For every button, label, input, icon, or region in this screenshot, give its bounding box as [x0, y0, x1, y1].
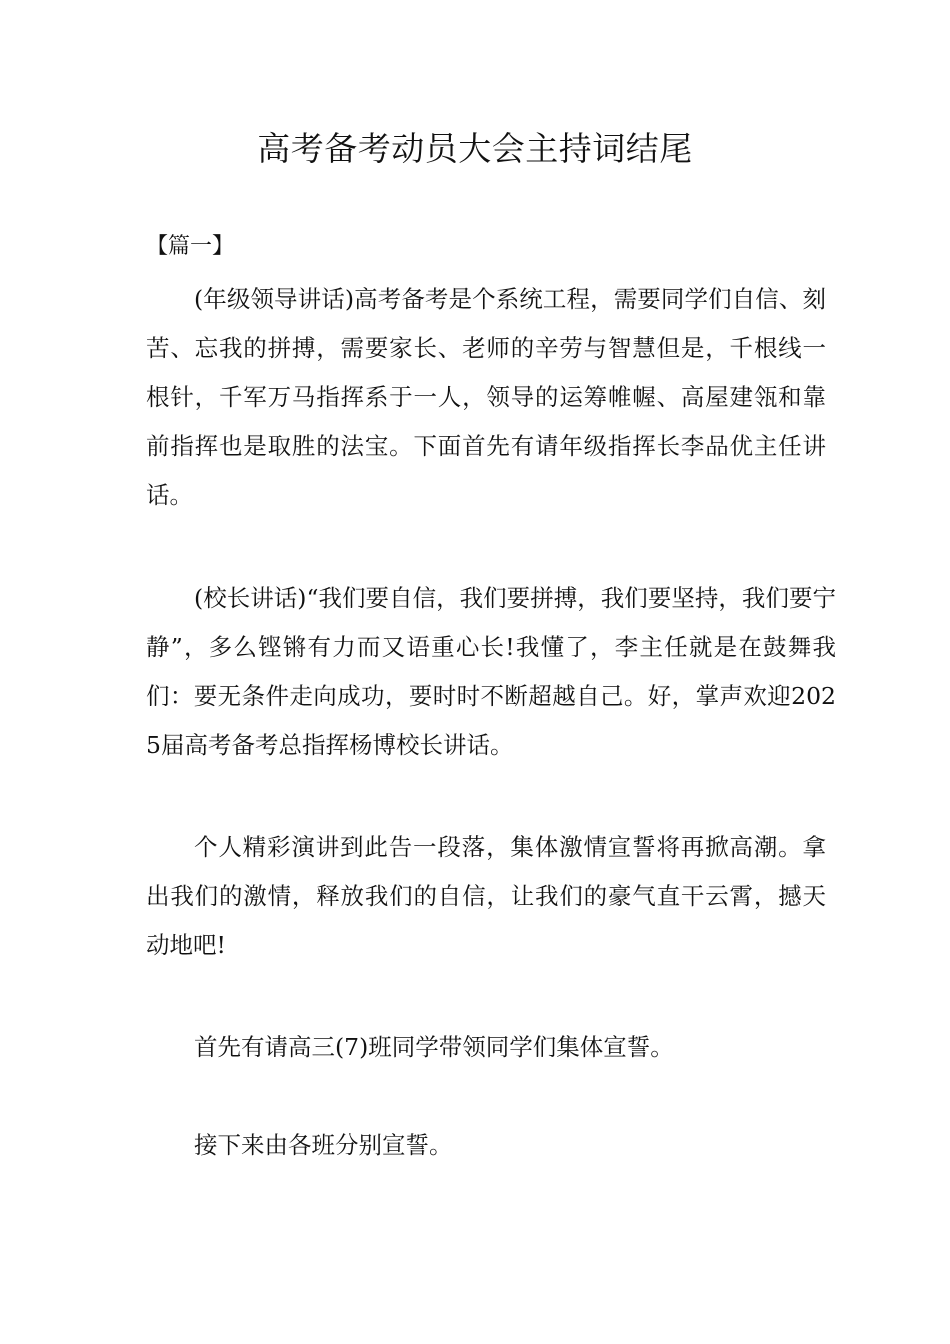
section-label: 【篇一】: [146, 234, 235, 259]
paragraph-1: (年级领导讲话)高考备考是个系统工程，需要同学们自信、刻苦、忘我的拼搏，需要家长、老师的辛劳与智慧但是，千根线一根针，千军万马指挥系于一人，领导的运筹帷幄、高屋建瓴和靠前指挥也是取胜的法宝。下面首先有请年级指挥长李品优主任讲话。: [146, 285, 826, 509]
paragraph-4: 首先有请高三(7)班同学带领同学们集体宣誓。: [194, 1033, 674, 1061]
paragraph-3: 个人精彩演讲到此告一段落，集体激情宣誓将再掀高潮。拿出我们的激情，释放我们的自信，让我们的豪气直干云霄，撼天动地吧!: [146, 833, 826, 959]
paragraph-2: (校长讲话)“我们要自信，我们要拼搏，我们要坚持，我们要宁静”，多么铿锵有力而又语重心长!我懂了，李主任就是在鼓舞我们：要无条件走向成功，要时时不断超越自己。好，掌声欢迎2025届高考备考总指挥杨博校长讲话。: [146, 584, 836, 759]
paragraph-5: 接下来由各班分别宣誓。: [194, 1131, 453, 1159]
document-title: 高考备考动员大会主持词结尾: [257, 129, 693, 168]
